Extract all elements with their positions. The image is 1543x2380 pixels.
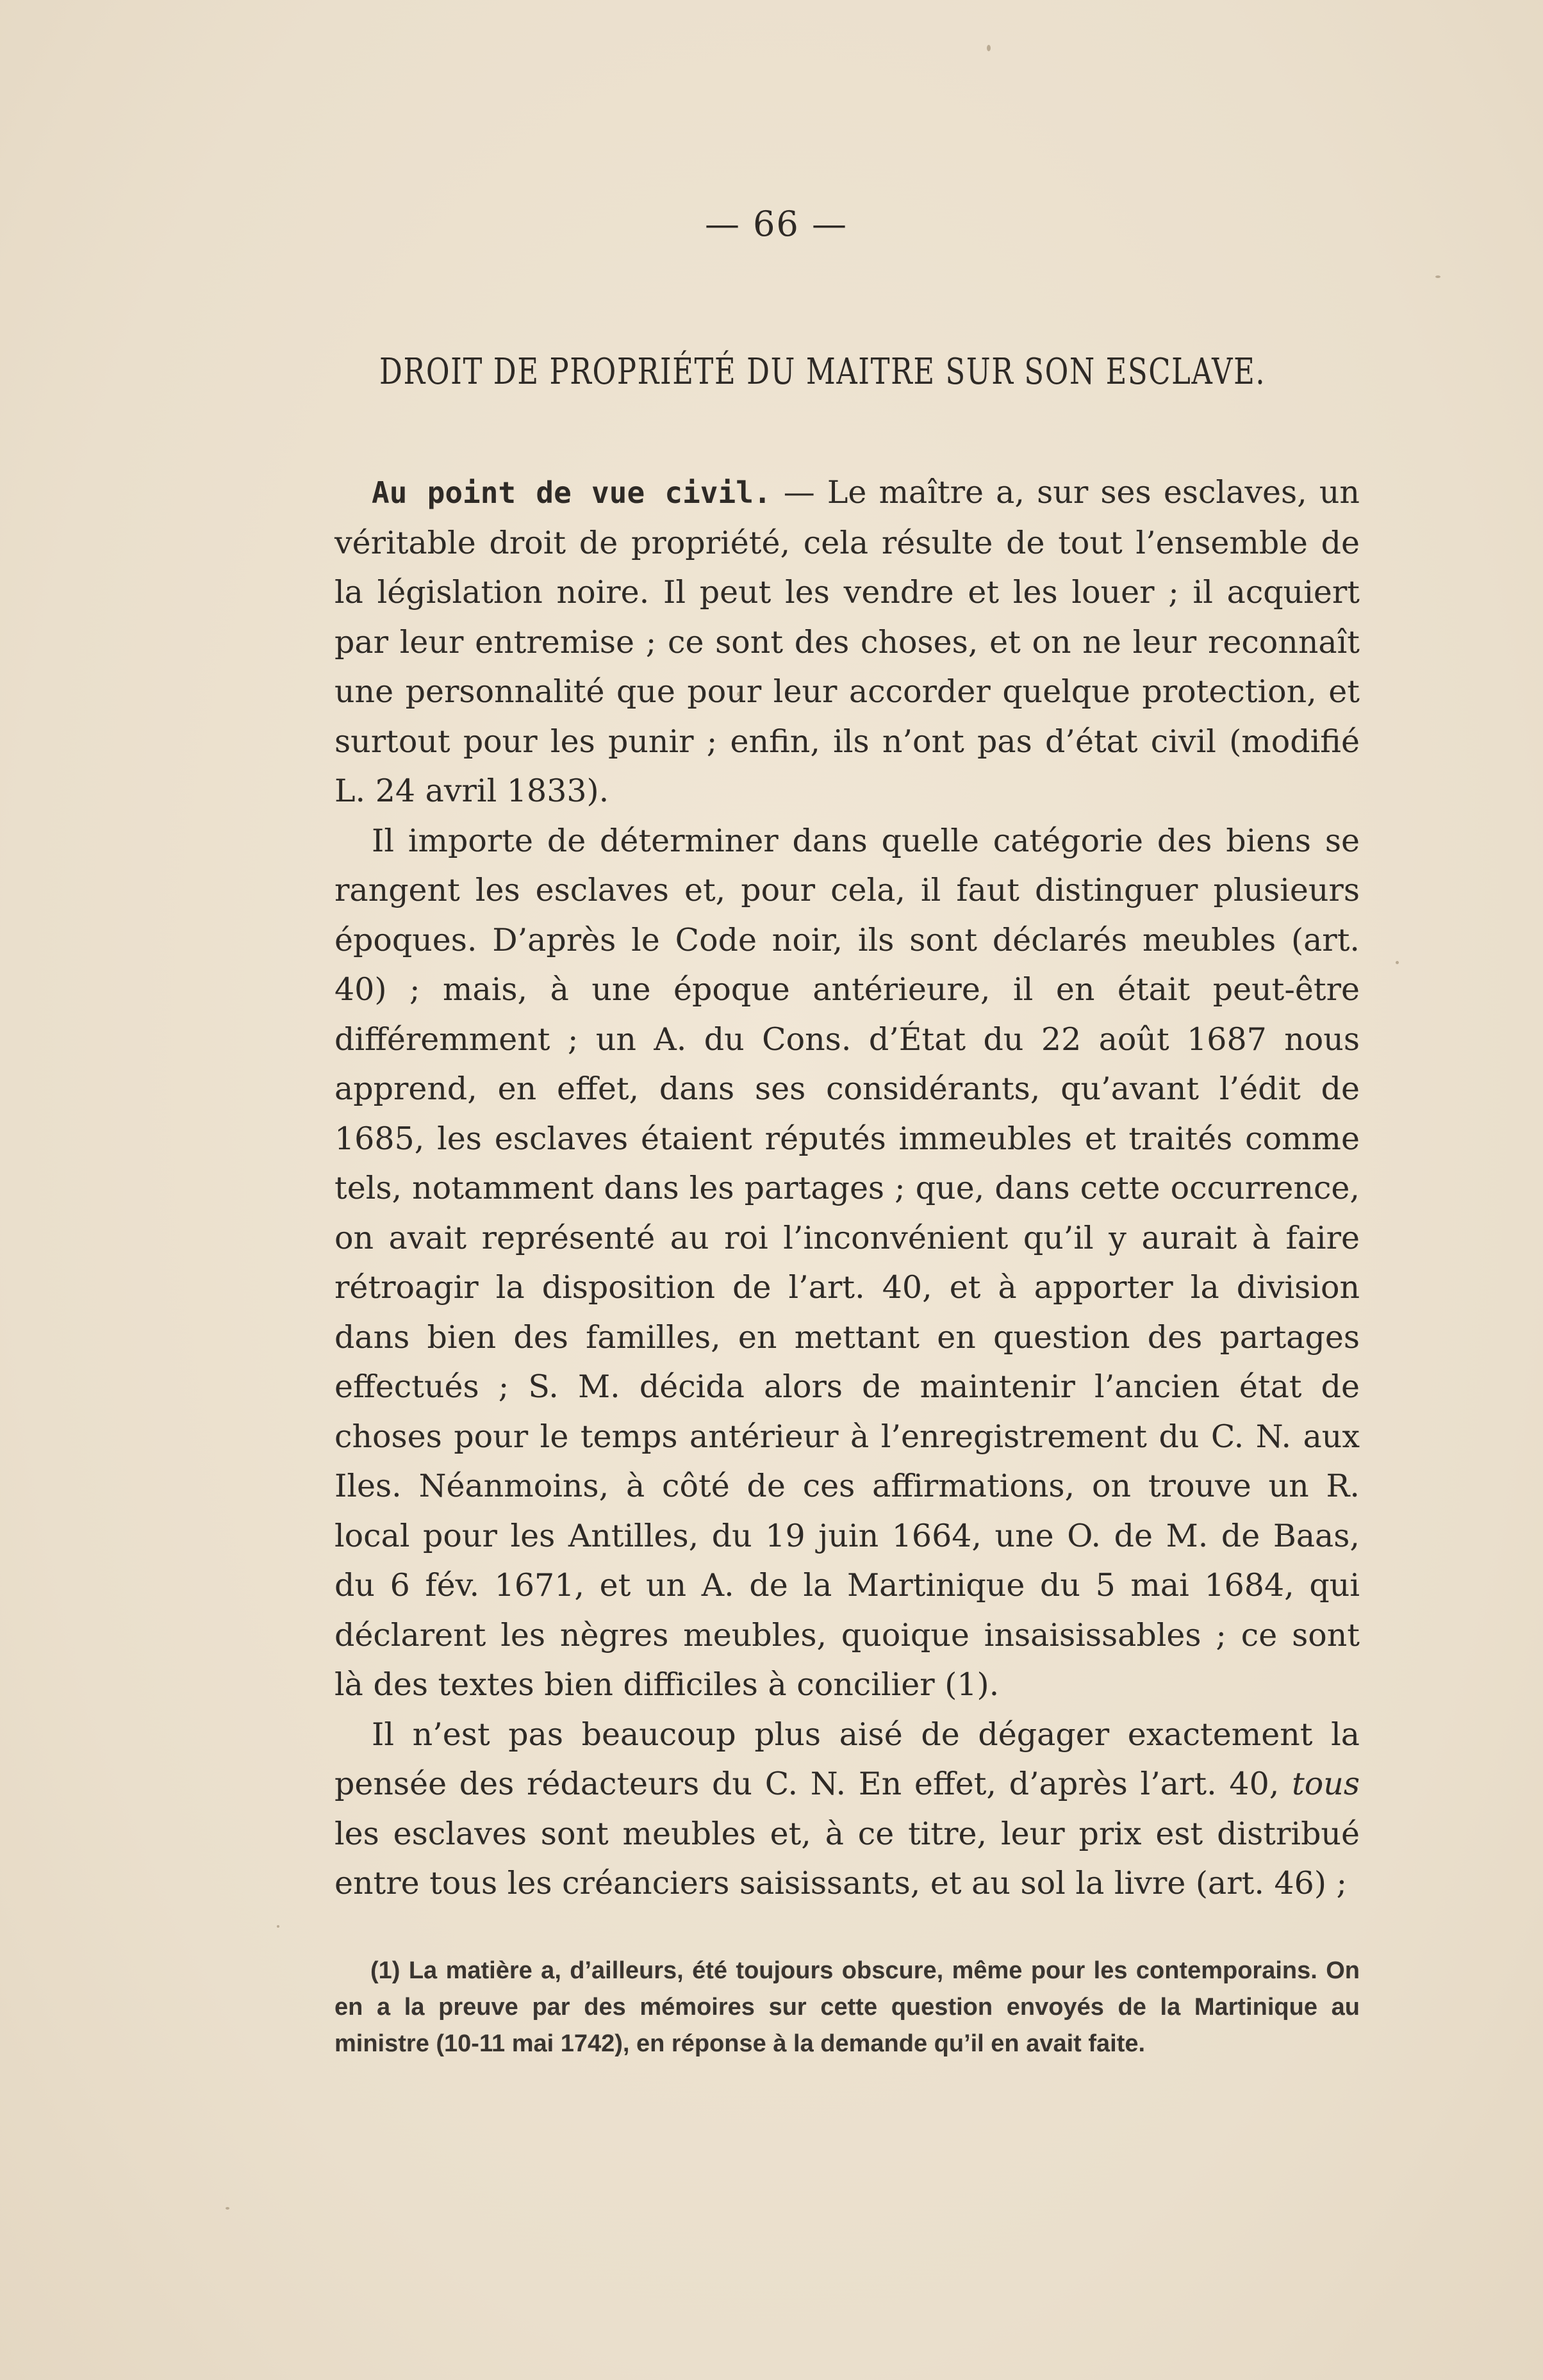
page-number: — 66 — [705, 204, 848, 244]
paragraph-3-start: Il n’est pas beaucoup plus aisé de dégager exactement la pensée des rédacteurs du C. N. En effet, d’après l’art. 40, [334, 1716, 1360, 1802]
section-heading: DROIT DE PROPRIÉTÉ DU MAITRE SUR SON ESCLAVE. [379, 351, 1266, 393]
paragraph-3 [334, 1710, 1360, 1908]
paragraph-1 [334, 468, 1360, 816]
paragraph-1-text: — Le maître a, sur ses esclaves, un véritable droit de propriété, cela résulte de tout l’ensemble de la législation noire. Il peut les vendre et les louer ; il acquiert par leur entremise ; ce sont des choses, et on ne leur reconnaît une personnalité que pour leur accorder quelque protection, et surtout pour les punir ; enfin, ils n’ont pas d’état civil (modifié L. 24 avril 1833). [334, 474, 1360, 809]
footnote [334, 1953, 1360, 2062]
paragraph-2: Il importe de déterminer dans quelle catégorie des biens se rangent les esclaves et, pour cela, il faut distinguer plusieurs époques. D’après le Code noir, ils sont déclarés meubles (art. 40) ; mais, à une époque antérieure, il en était peut-être différemment ; un A. du Cons. d’État du 22 août 1687 nous apprend, en effet, dans ses considérants, qu’avant l’édit de 1685, les esclaves étaient réputés immeubles et traités comme tels, notamment dans les partages ; que, dans cette occurrence, on avait représenté au roi l’inconvénient qu’il y aurait à faire rétroagir la disposition de l’art. 40, et à apporter la division dans bien des familles, en mettant en question des partages effectués ; S. M. décida alors de maintenir l’ancien état de choses pour le temps antérieur à l’enregistrement du C. N. aux Iles. Néanmoins, à côté de ces affirmations, on trouve un R. local pour les Antilles, du 19 juin 1664, une O. de M. de Baas, du 6 fév. 1671, et un A. de la Martinique du 5 mai 1684, qui déclarent les nègres meubles, quoique insaisissables ; ce sont là des textes bien difficiles à concilier (1). [334, 822, 1360, 1703]
paragraph-3-italic: tous [1292, 1766, 1360, 1802]
main-text [334, 468, 1360, 1908]
paragraph-3-end: les esclaves sont meubles et, à ce titre, leur prix est distribué entre tous les créanciers saisissants, et au sol la livre (art. 46) ; [334, 1815, 1360, 1901]
footnote-text: (1) La matière a, d’ailleurs, été toujours obscure, même pour les contemporains. On en a la preuve par des mémoires sur cette question envoyés de la Martinique au ministre (10-11 mai 1742), en réponse à la demande qu’il en avait faite. [334, 1957, 1360, 2057]
lead-in: Au point de vue civil. [372, 475, 772, 510]
